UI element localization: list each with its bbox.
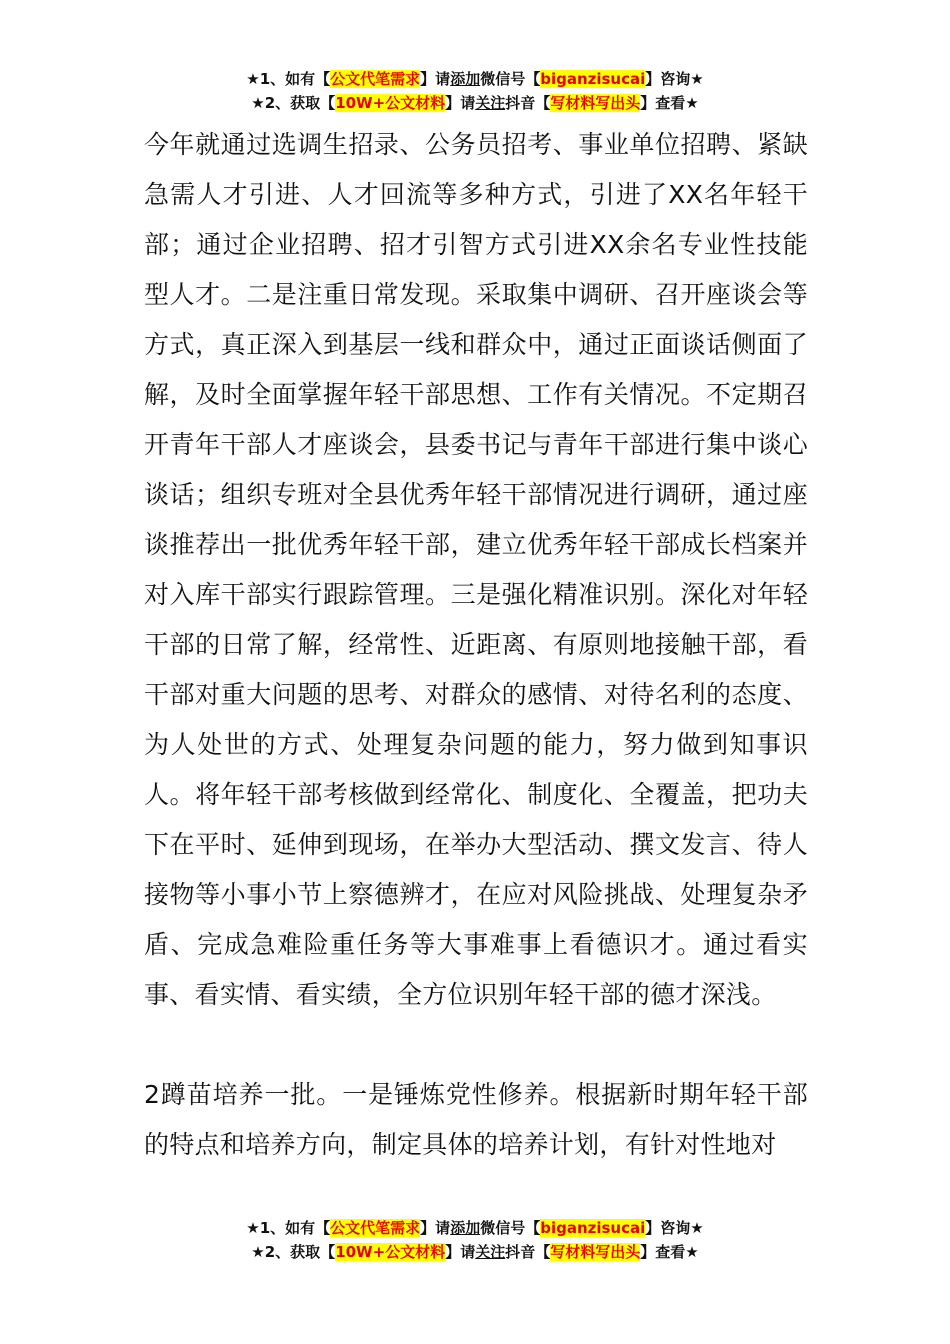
footer-banner-line-1 bbox=[0, 1216, 950, 1240]
banner-text: ★1、如有【 bbox=[246, 70, 331, 88]
footer-banner bbox=[0, 1216, 950, 1264]
banner-text: 微信号【 bbox=[480, 1219, 541, 1237]
document-body bbox=[144, 120, 808, 1170]
banner-highlight: 写材料写出头 bbox=[550, 1243, 641, 1261]
banner-text: 】查看★ bbox=[640, 94, 699, 112]
header-banner bbox=[0, 67, 950, 115]
banner-text: 抖音【 bbox=[505, 1243, 551, 1261]
banner-underlined-text: 添加 bbox=[450, 70, 481, 88]
banner-highlight: 公文代笔需求 bbox=[330, 1219, 421, 1237]
banner-highlight: 10W+公文材料 bbox=[335, 1243, 446, 1261]
banner-text: 】查看★ bbox=[640, 1243, 699, 1261]
banner-underlined-text: 添加 bbox=[450, 1219, 481, 1237]
banner-text: 】请 bbox=[445, 1243, 476, 1261]
banner-text: 】咨询★ bbox=[645, 1219, 704, 1237]
body-paragraph-2: 2蹲苗培养一批。一是锤炼党性修养。根据新时期年轻干部的特点和培养方向，制定具体的培养计划，有针对性地对 bbox=[144, 1080, 808, 1159]
banner-text: 微信号【 bbox=[480, 70, 541, 88]
banner-highlight: biganzisucai bbox=[540, 70, 646, 88]
banner-text: ★2、获取【 bbox=[251, 1243, 336, 1261]
body-paragraph-1: 今年就通过选调生招录、公务员招考、事业单位招聘、紧缺急需人才引进、人才回流等多种方式，引进了XX名年轻干部；通过企业招聘、招才引智方式引进XX余名专业性技能型人才。二是注重日常发现。采取集中调研、召开座谈会等方式，真正深入到基层一线和群众中，通过正面谈话侧面了解，及时全面掌握年轻干部思想、工作有关情况。不定期召开青年干部人才座谈会，县委书记与青年干部进行集中谈心谈话；组织专班对全县优秀年轻干部情况进行调研，通过座谈推荐出一批优秀年轻干部，建立优秀年轻干部成长档案并对入库干部实行跟踪管理。三是强化精准识别。深化对年轻干部的日常了解，经常性、近距离、有原则地接触干部，看干部对重大问题的思考、对群众的感情、对待名利的态度、为人处世的方式、处理复杂问题的能力，努力做到知事识人。将年轻干部考核做到经常化、制度化、全覆盖，把功夫下在平时、延伸到现场，在举办大型活动、撰文发言、待人接物等小事小节上察德辨才，在应对风险挑战、处理复杂矛盾、完成急难险重任务等大事难事上看德识才。通过看实事、看实情、看实绩，全方位识别年轻干部的德才深浅。 bbox=[144, 130, 808, 1009]
banner-highlight: biganzisucai bbox=[540, 1219, 646, 1237]
banner-text: 】咨询★ bbox=[645, 70, 704, 88]
banner-text: 】请 bbox=[420, 70, 451, 88]
banner-text: 抖音【 bbox=[505, 94, 551, 112]
banner-text: ★1、如有【 bbox=[246, 1219, 331, 1237]
banner-underlined-text: 关注 bbox=[475, 94, 506, 112]
banner-text: ★2、获取【 bbox=[251, 94, 336, 112]
header-banner-line-2 bbox=[0, 91, 950, 115]
banner-highlight: 10W+公文材料 bbox=[335, 94, 446, 112]
banner-highlight: 写材料写出头 bbox=[550, 94, 641, 112]
banner-text: 】请 bbox=[420, 1219, 451, 1237]
banner-highlight: 公文代笔需求 bbox=[330, 70, 421, 88]
footer-banner-line-2 bbox=[0, 1240, 950, 1264]
banner-underlined-text: 关注 bbox=[475, 1243, 506, 1261]
banner-text: 】请 bbox=[445, 94, 476, 112]
header-banner-line-1 bbox=[0, 67, 950, 91]
